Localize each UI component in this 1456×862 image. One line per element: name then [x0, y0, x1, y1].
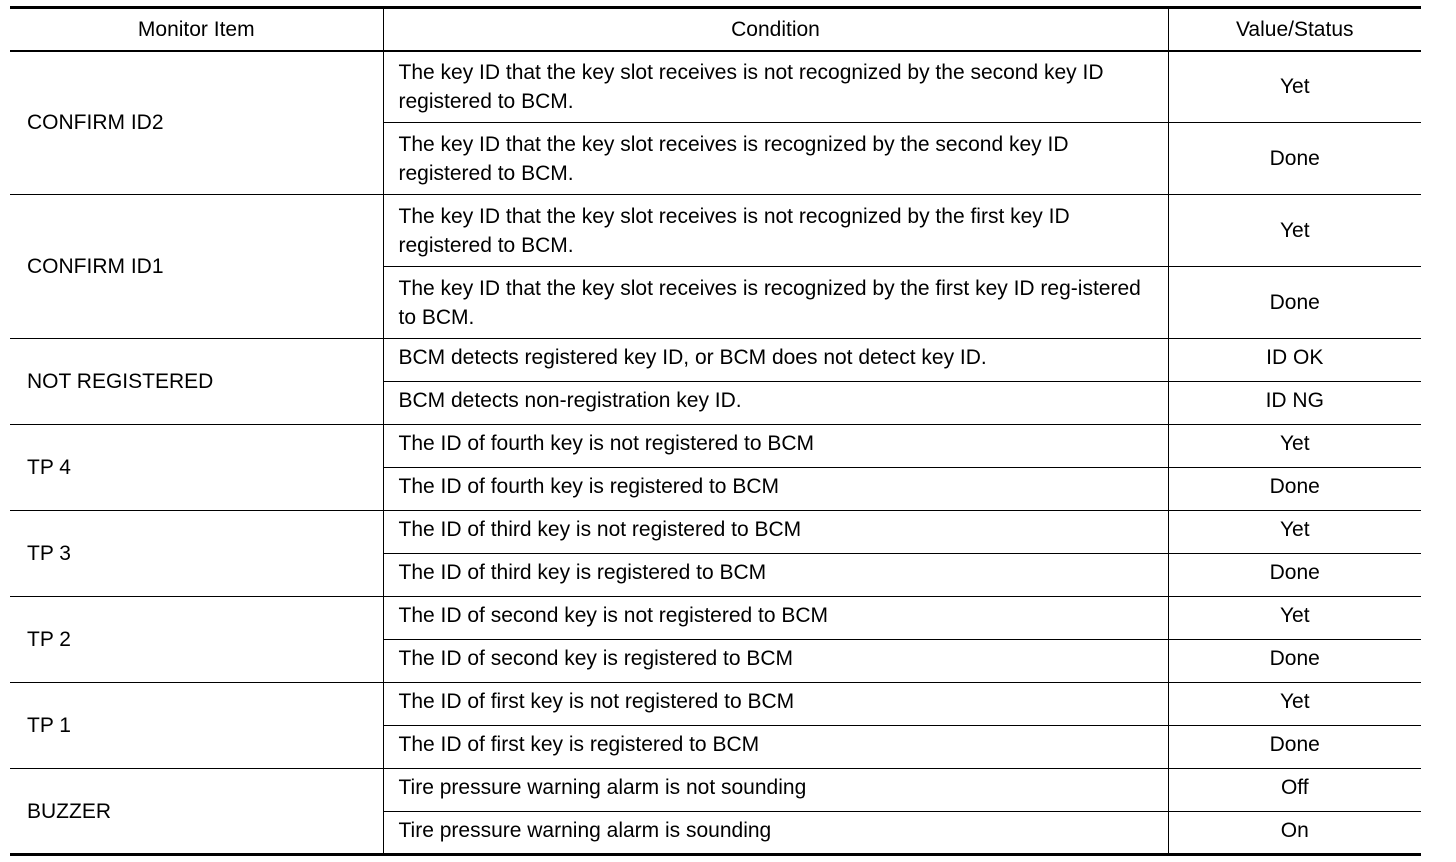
condition-cell: The key ID that the key slot receives is recognized by the first key ID reg-istered to BCM. — [383, 267, 1168, 339]
condition-cell: The ID of fourth key is not registered to BCM — [383, 425, 1168, 468]
condition-cell: The ID of first key is not registered to BCM — [383, 683, 1168, 726]
value-cell: Done — [1168, 123, 1421, 195]
monitor-item-cell: CONFIRM ID2 — [10, 51, 383, 195]
value-cell: Yet — [1168, 597, 1421, 640]
monitor-table — [10, 6, 1421, 856]
value-cell: Yet — [1168, 511, 1421, 554]
condition-cell: Tire pressure warning alarm is sounding — [383, 812, 1168, 855]
header-row — [10, 8, 1421, 51]
value-cell: Done — [1168, 468, 1421, 511]
monitor-item-cell: TP 4 — [10, 425, 383, 511]
header-value-status: Value/Status — [1168, 8, 1421, 51]
table-row — [10, 597, 1421, 640]
value-cell: Yet — [1168, 195, 1421, 267]
monitor-item-cell: TP 3 — [10, 511, 383, 597]
table-row — [10, 769, 1421, 812]
condition-cell: BCM detects registered key ID, or BCM does not detect key ID. — [383, 339, 1168, 382]
value-cell: Done — [1168, 726, 1421, 769]
condition-cell: The key ID that the key slot receives is not recognized by the second key ID registered to BCM. — [383, 51, 1168, 123]
monitor-item-cell: TP 2 — [10, 597, 383, 683]
table-row — [10, 195, 1421, 267]
header-condition: Condition — [383, 8, 1168, 51]
value-cell: Done — [1168, 640, 1421, 683]
value-cell: ID NG — [1168, 382, 1421, 425]
table-row — [10, 425, 1421, 468]
value-cell: Done — [1168, 554, 1421, 597]
condition-cell: The ID of second key is not registered to BCM — [383, 597, 1168, 640]
condition-cell: The ID of first key is registered to BCM — [383, 726, 1168, 769]
monitor-item-cell: NOT REGISTERED — [10, 339, 383, 425]
monitor-item-cell: TP 1 — [10, 683, 383, 769]
table-row — [10, 683, 1421, 726]
condition-cell: The ID of third key is registered to BCM — [383, 554, 1168, 597]
value-cell: Done — [1168, 267, 1421, 339]
value-cell: Off — [1168, 769, 1421, 812]
condition-cell: The ID of third key is not registered to BCM — [383, 511, 1168, 554]
condition-cell: The ID of second key is registered to BCM — [383, 640, 1168, 683]
value-cell: ID OK — [1168, 339, 1421, 382]
condition-cell: Tire pressure warning alarm is not sounding — [383, 769, 1168, 812]
table-row — [10, 511, 1421, 554]
condition-cell: The key ID that the key slot receives is not recognized by the first key ID registered to BCM. — [383, 195, 1168, 267]
monitor-item-cell: BUZZER — [10, 769, 383, 855]
condition-cell: The ID of fourth key is registered to BCM — [383, 468, 1168, 511]
header-monitor-item: Monitor Item — [10, 8, 383, 51]
value-cell: Yet — [1168, 683, 1421, 726]
value-cell: On — [1168, 812, 1421, 855]
table-row — [10, 51, 1421, 123]
condition-cell: BCM detects non-registration key ID. — [383, 382, 1168, 425]
value-cell: Yet — [1168, 425, 1421, 468]
value-cell: Yet — [1168, 51, 1421, 123]
monitor-item-cell: CONFIRM ID1 — [10, 195, 383, 339]
table-row — [10, 339, 1421, 382]
condition-cell: The key ID that the key slot receives is recognized by the second key ID registered to BCM. — [383, 123, 1168, 195]
